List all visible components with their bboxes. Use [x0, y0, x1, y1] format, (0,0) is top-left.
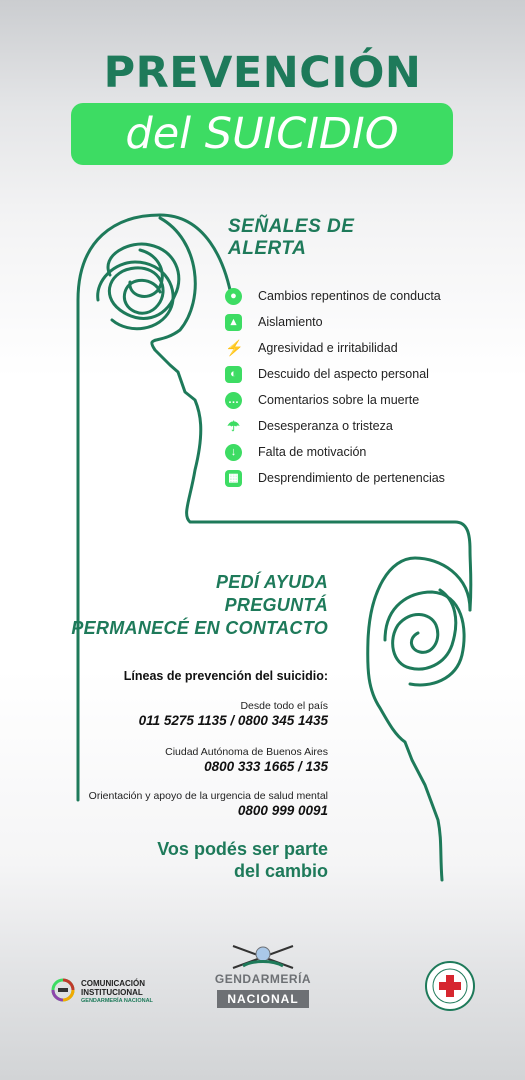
signal-label: Aislamiento [258, 315, 323, 329]
signal-item [225, 364, 429, 384]
gendarmeria-nacional-logo [213, 938, 313, 1013]
ci-text-line-3: GENDARMERÍA NACIONAL [81, 998, 153, 1004]
chat-bubbles-icon: ● [225, 288, 242, 305]
mirror-person-icon: ◐ [225, 366, 242, 383]
gift-box-icon: ▦ [225, 470, 242, 487]
hotline-numbers: 011 5275 1135 / 0800 345 1435 [138, 713, 328, 728]
signal-item [225, 442, 366, 462]
signal-label: Cambios repentinos de conducta [258, 289, 441, 303]
ci-text-line-1: COMUNICACIÓN [81, 979, 145, 988]
hotline-caption: Desde todo el país [240, 700, 328, 712]
title-line-2: del SUICIDIO [125, 109, 399, 159]
lightning-icon: ⚡ [225, 339, 244, 357]
closing-line-1: Vos podés ser parte [157, 839, 328, 859]
health-service-seal-icon [424, 960, 476, 1012]
isolated-person-icon: ▴ [225, 314, 242, 331]
signal-label: Comentarios sobre la muerte [258, 393, 420, 407]
tangled-thought-scribble [98, 244, 179, 329]
comunicacion-institucional-logo [50, 975, 170, 1011]
gn-text-line-1: GENDARMERÍA [214, 972, 312, 986]
help-line-stay-in-contact: PERMANECÉ EN CONTACTO [71, 618, 328, 638]
signal-label: Agresividad e irritabilidad [258, 341, 398, 355]
hotline-caption: Orientación y apoyo de la urgencia de salud mental [88, 790, 328, 802]
help-line-ask-for-help: PEDÍ AYUDA [215, 572, 328, 592]
down-arrow-circle-icon: ↓ [225, 444, 242, 461]
signal-label: Falta de motivación [258, 445, 367, 459]
signal-label: Desesperanza o tristeza [258, 419, 393, 433]
signal-item [225, 338, 398, 358]
signals-title: SEÑALES DE ALERTA [228, 216, 355, 259]
signal-label: Desprendimiento de pertenencias [258, 471, 445, 485]
hotline-caption: Ciudad Autónoma de Buenos Aires [165, 746, 328, 758]
signal-item [225, 416, 393, 436]
head-profile-right-outline [368, 558, 470, 880]
speech-bubbles-icon: … [225, 392, 242, 409]
crossed-sabres-emblem-icon [213, 938, 313, 972]
help-line-ask: PREGUNTÁ [224, 595, 328, 615]
signal-item [225, 468, 445, 488]
hotline-numbers: 0800 333 1665 / 135 [204, 759, 328, 774]
signal-item [225, 286, 441, 306]
ci-text-line-2: INSTITUCIONAL [81, 988, 143, 997]
signal-label: Descuido del aspecto personal [258, 367, 429, 381]
title-line-1: PREVENCIÓN [103, 48, 422, 98]
hotline-numbers: 0800 999 0091 [237, 803, 328, 818]
gn-text-line-2: NACIONAL [217, 990, 309, 1008]
closing-line-2: del cambio [233, 861, 328, 881]
signal-item [225, 312, 323, 332]
sad-person-rain-icon: ☂ [227, 417, 240, 434]
hotlines-title: Líneas de prevención del suicidio: [123, 669, 328, 683]
ci-ring-icon [50, 977, 76, 1003]
face-profile-left-outline [152, 218, 471, 610]
signal-item [225, 390, 419, 410]
